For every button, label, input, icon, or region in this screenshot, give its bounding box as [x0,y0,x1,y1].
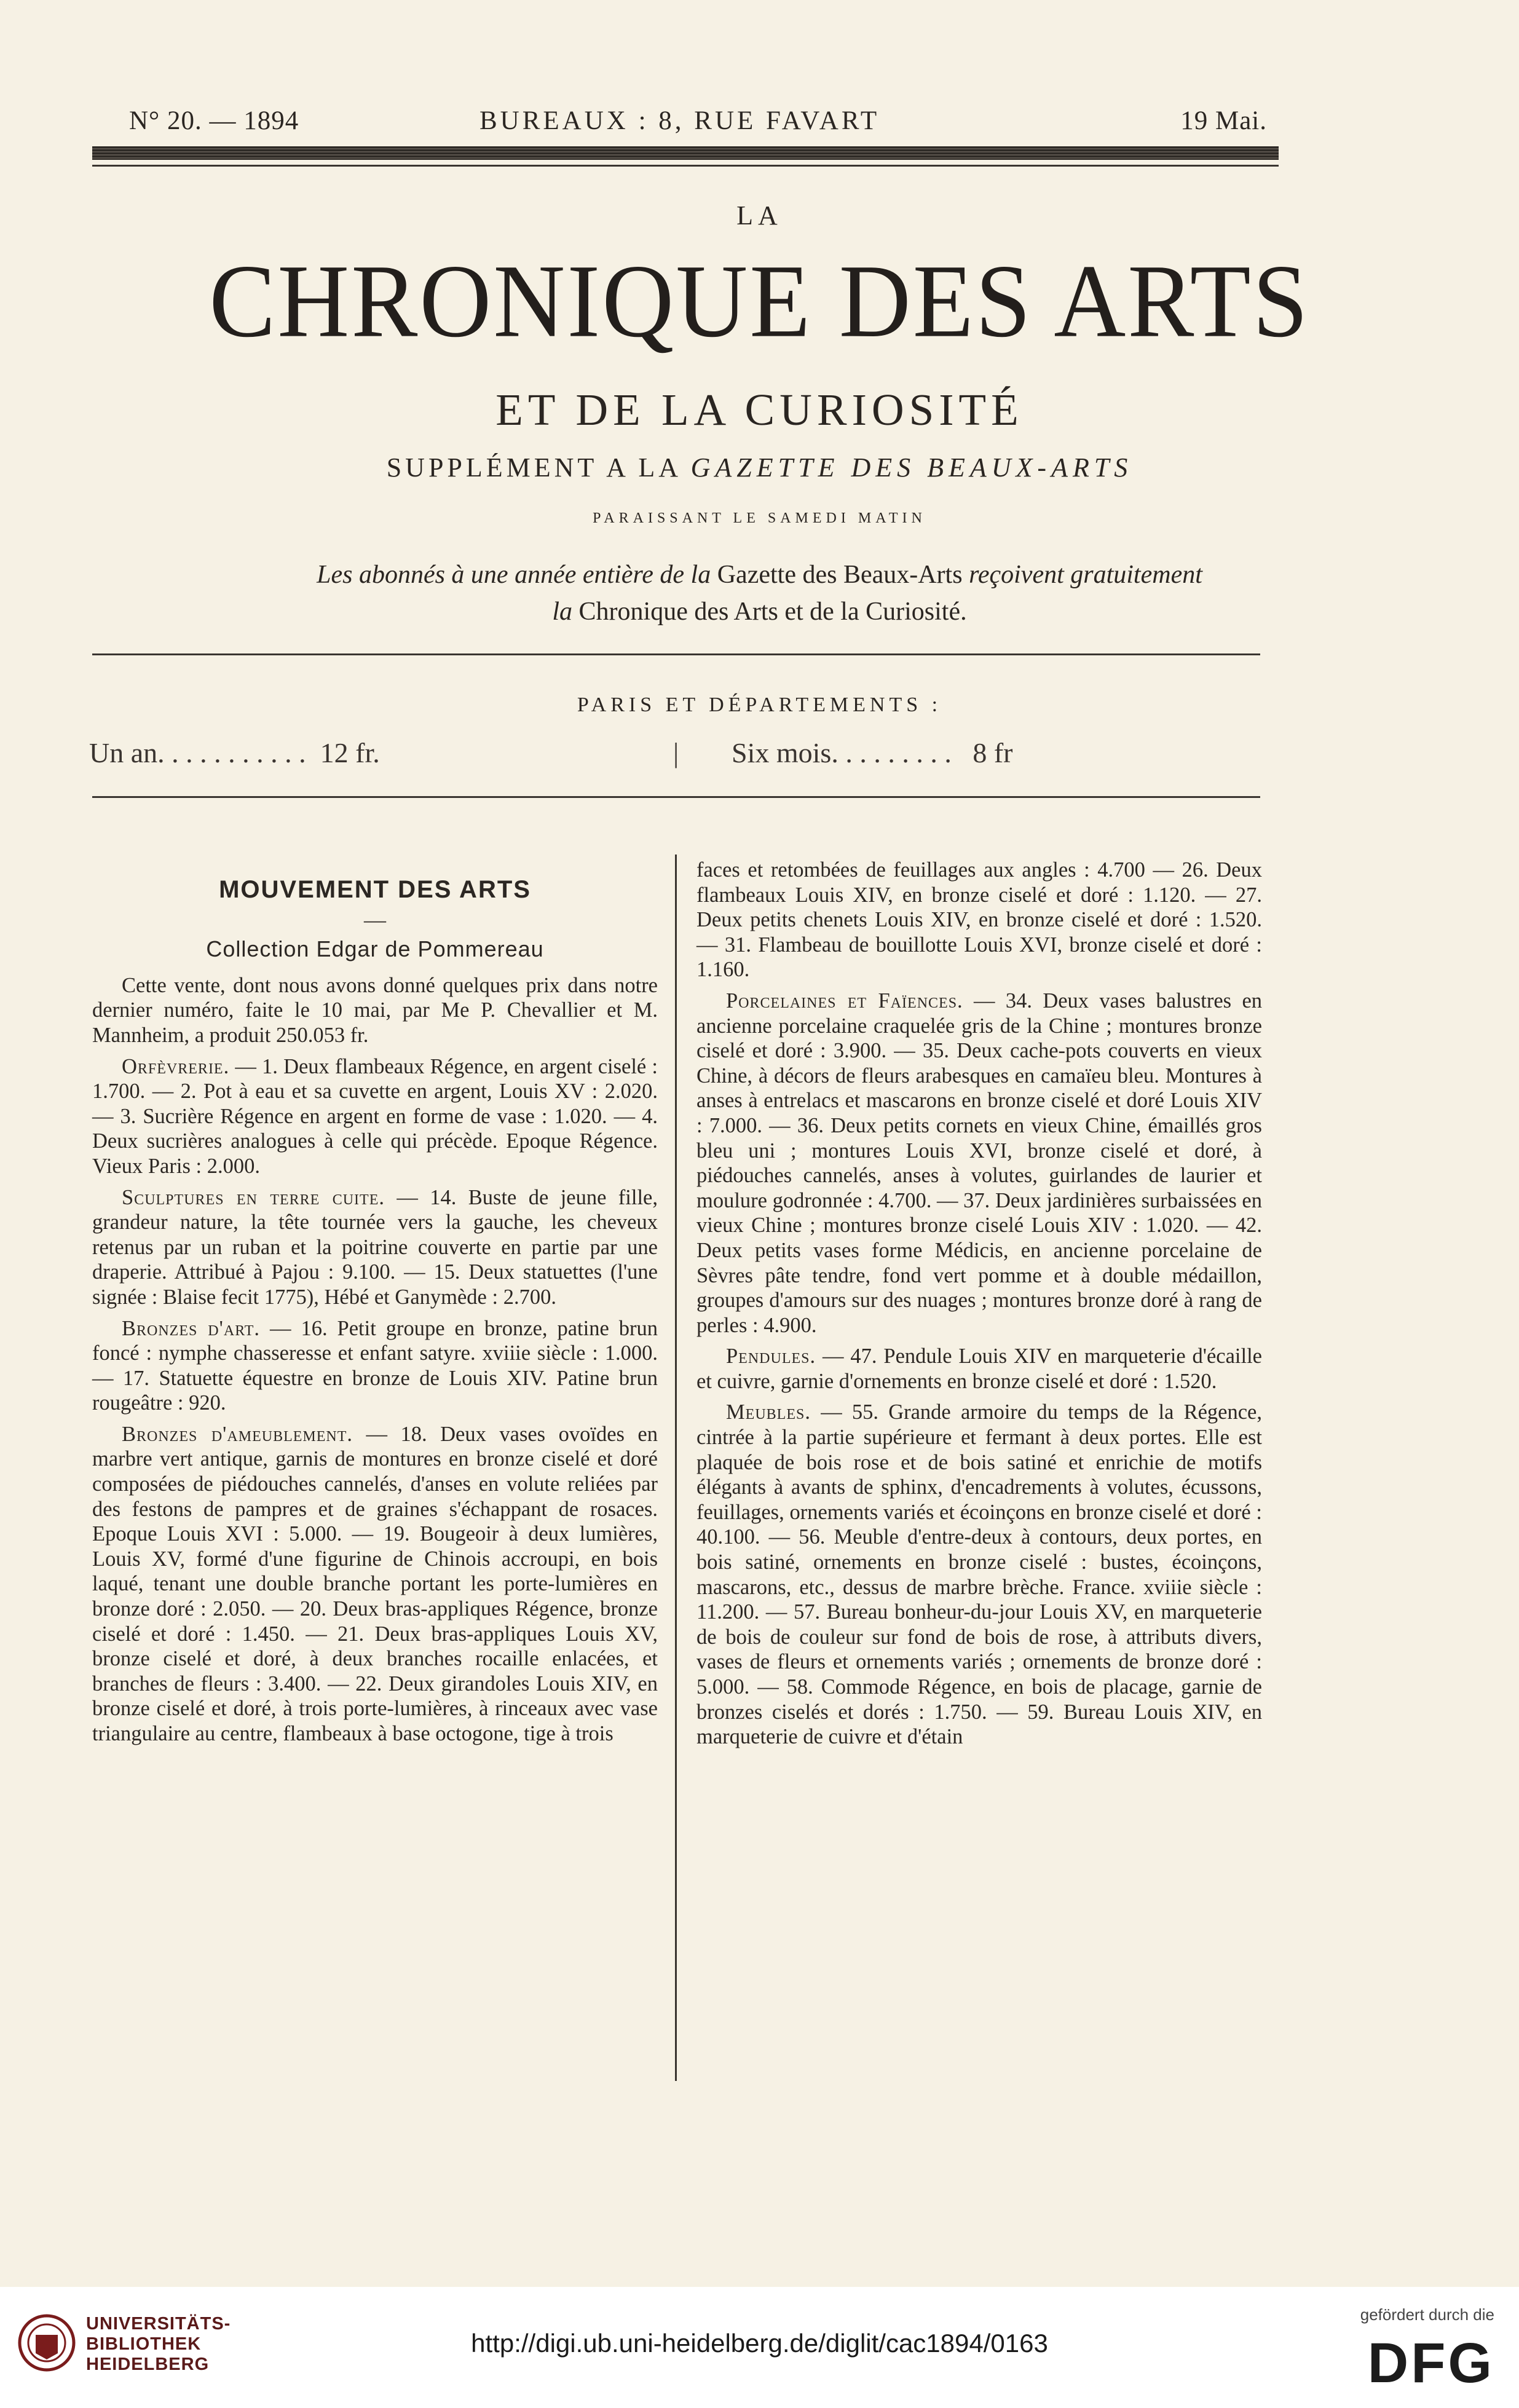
paragraph-bronzes-art [92,1316,658,1416]
library-line-1: UNIVERSITÄTS- [86,2314,231,2334]
header-rule [92,146,1279,160]
porcelaines-text: — 34. Deux vases balustres en ancienne porcelaine craquelée gris de la Chine ; montures bronze ciselé et doré : 3.900. — 35. Deux cache-pots couverts en vieux Chine, à décors de fleurs arabesques en camaïeu bleu. Montures à anses à entrelacs et mascarons en bronze ciselé et doré Louis XIV : 7.000. — 36. Deux petits cornets en vieux Chine, émaillés gros bleu uni ; montures Louis XVI, bronze ciselé et doré, à piédouches cannelés, anses à volutes, guirlandes de laurier et moulure godronnée : 4.700. — 37. Deux jardinières surbaissées en vieux Chine ; montures bronze ciselé Louis XIV : 1.020. — 42. Deux petits vases forme Médicis, en ancienne porcelaine de Sèvres pâte tendre, fond vert pomme et à double médaillon, groupes d'amours sur des nuages ; montures bronze doré à rang de perles : 4.900. [696,989,1263,1337]
pendules-label: Pendules. [726,1344,816,1368]
article-column-right [696,858,1262,1750]
supplement-gazette: GAZETTE DES BEAUX-ARTS [690,452,1133,483]
masthead-subtitle: ET DE LA CURIOSITÉ [495,385,1024,435]
price-separator: | [673,737,679,768]
section-dash: — [364,907,386,932]
meubles-text: — 55. Grande armoire du temps de la Régence, cintrée à la partie supérieure et fermant à deux portes. Elle est plaquée de bois rose et de bois satiné et enrichie de motifs élégants à avants de sphinx, d'encadrements à volutes, écussons, feuillages, ornements variés et écoinçons en bronze ciselé et doré : 40.100. — 56. Meuble d'entre-deux à contours, deux portes, en bois satiné, ornements en bronze ciselé : bustes, écoinçons, mascarons, etc., dessus de marbre brèche. France. xviiie siècle : 11.200. — 57. Bureau bonheur-du-jour Louis XV, en marqueterie de bois de couleur sur fond de bois de rose, à attributs divers, vases de fleurs et ornements variés ; ornements de bronze doré : 5.000. — 58. Commode Régence, en bois de placage, garnie de bronzes ciselés et dorés : 1.750. — 59. Bureau Louis XIV, en marqueterie de cuivre et d'étain [696,1400,1262,1749]
bronzes-art-label: Bronzes d'art. [122,1316,261,1340]
dfg-logo: DFG [1367,2332,1494,2394]
article-column-left [92,858,658,1747]
bronzes-ameub-label: Bronzes d'ameublement. [122,1422,353,1446]
publication-frequency: PARAISSANT LE SAMEDI MATIN [593,510,926,526]
subscribers-text-c: reçoivent gratuitement [969,561,1202,589]
price-six-label: Six mois. . . . . . . . . [732,737,952,768]
paragraph-pendules [696,1344,1262,1394]
header-rule-thin [92,165,1279,167]
subscribers-text-a: Les abonnés à une année entière de la [317,561,711,589]
meubles-label: Meubles. [726,1400,811,1424]
pendules-text: — 47. Pendule Louis XIV en marqueterie d'écaille et cuivre, garnie d'ornements en bronze ciselé et doré : 1.520. [696,1344,1262,1393]
paragraph-sculptures [92,1185,658,1310]
office-address: BUREAUX : 8, RUE FAVART [479,106,880,135]
price-year-value: 12 fr. [320,737,380,768]
sculptures-label: Sculptures en terre cuite. [122,1185,385,1209]
funding-note: gefördert durch die [1360,2305,1494,2324]
supplement-prefix: SUPPLÉMENT A LA [386,452,681,483]
price-six-value: 8 fr [973,737,1013,768]
issue-date: 19 Mai. [1180,106,1267,135]
column-divider [675,855,677,2081]
subscribers-text-d: la [552,598,573,626]
issue-number: N° 20. — 1894 [129,106,299,135]
subscribers-text-b: Gazette des Beaux-Arts [717,561,963,589]
price-year [89,736,380,769]
sculptures-text: — 14. Buste de jeune fille, grandeur nature, la tête tournée vers la gauche, les cheveux retenus par un ruban et la poitrine couverte en partie par une draperie. Attribué à Pajou : 9.100. — 15. Deux statuettes (l'une signée : Blaise fecit 1775), Hébé et Ganymède : 2.700. [92,1185,658,1309]
library-line-3: HEIDELBERG [86,2355,210,2374]
paragraph-continued: faces et retombées de feuillages aux angles : 4.700 — 26. Deux flambeaux Louis XIV, en bronze ciselé et doré : 1.120. — 27. Deux petits chenets Louis XIV, en bronze ciselé et doré : 1.520. — 31. Flambeau de bouillotte Louis XVI, bronze ciselé et doré : 1.160. [696,858,1262,982]
pricing-heading: PARIS ET DÉPARTEMENTS : [577,693,942,716]
masthead-article: LA [736,200,783,231]
section-title: MOUVEMENT DES ARTS [219,876,531,903]
paragraph-meubles [696,1400,1262,1749]
masthead-title: CHRONIQUE DES ARTS [209,243,1310,360]
digitization-footer [0,2287,1519,2408]
subscribers-note [154,556,1365,630]
price-six-months [732,736,1012,769]
orfevrerie-text: — 1. Deux flambeaux Régence, en argent ciselé : 1.700. — 2. Pot à eau et sa cuvette en argent, Louis XV : 2.020. — 3. Sucrière Régence en argent en forme de vase : 1.020. — 4. Deux sucrières analogues à celle qui précède. Epoque Régence. Vieux Paris : 2.000. [92,1054,658,1178]
porcelaines-label: Porcelaines et Faïences. [726,989,963,1013]
bronzes-ameub-text: — 18. Deux vases ovoïdes en marbre vert antique, garnis de montures en bronze ciselé et doré composées de piédouches cannelés, d'anses en volute reliées par des festons de pampres et de graines s'échappant de rosaces. Epoque Louis XVI : 5.000. — 19. Bougeoir à deux lumières, Louis XV, formé d'une figurine de Chinois accroupi, en bois laqué, tenant une double branche portant les porte-lumières en bronze doré : 2.050. — 20. Deux bras-appliques Régence, bronze ciselé et doré : 1.450. — 21. Deux bras-appliques Louis XV, bronze ciselé et doré, à deux branches rocaille enlacées, et branches de fleurs : 3.400. — 22. Deux girandoles Louis XIV, en bronze ciselé et doré, à trois porte-lumières, à rinceaux avec vase triangulaire au centre, flambeaux à base octogone, tige à trois [92,1422,658,1745]
source-url-link[interactable]: http://digi.ub.uni-heidelberg.de/diglit/cac1894/0163 [471,2329,1048,2358]
subscribers-text-e: Chronique des Arts et de la Curiosité. [578,598,967,626]
pricing-rule [92,796,1260,798]
collection-title: Collection Edgar de Pommereau [206,936,544,962]
paragraph-porcelaines [696,989,1262,1338]
price-year-label: Un an. . . . . . . . . . . [89,737,306,768]
supplement-line [0,452,1519,483]
bronzes-art-text: — 16. Petit groupe en bronze, patine brun foncé : nymphe chasseresse et enfant satyre. xviiie siècle : 1.000. — 17. Statuette équestre en bronze de Louis XIV. Patine brun rougeâtre : 920. [92,1316,658,1415]
paragraph-orfevrerie [92,1054,658,1179]
masthead-rule [92,653,1260,655]
intro-paragraph: Cette vente, dont nous avons donné quelques prix dans notre dernier numéro, faite le 10 mai, par Me P. Chevallier et M. Mannheim, a produit 250.053 fr. [92,973,658,1047]
paragraph-bronzes-ameublement [92,1422,658,1747]
orfevrerie-label: Orfèvrerie. [122,1054,230,1078]
library-line-2: BIBLIOTHEK [86,2334,202,2354]
